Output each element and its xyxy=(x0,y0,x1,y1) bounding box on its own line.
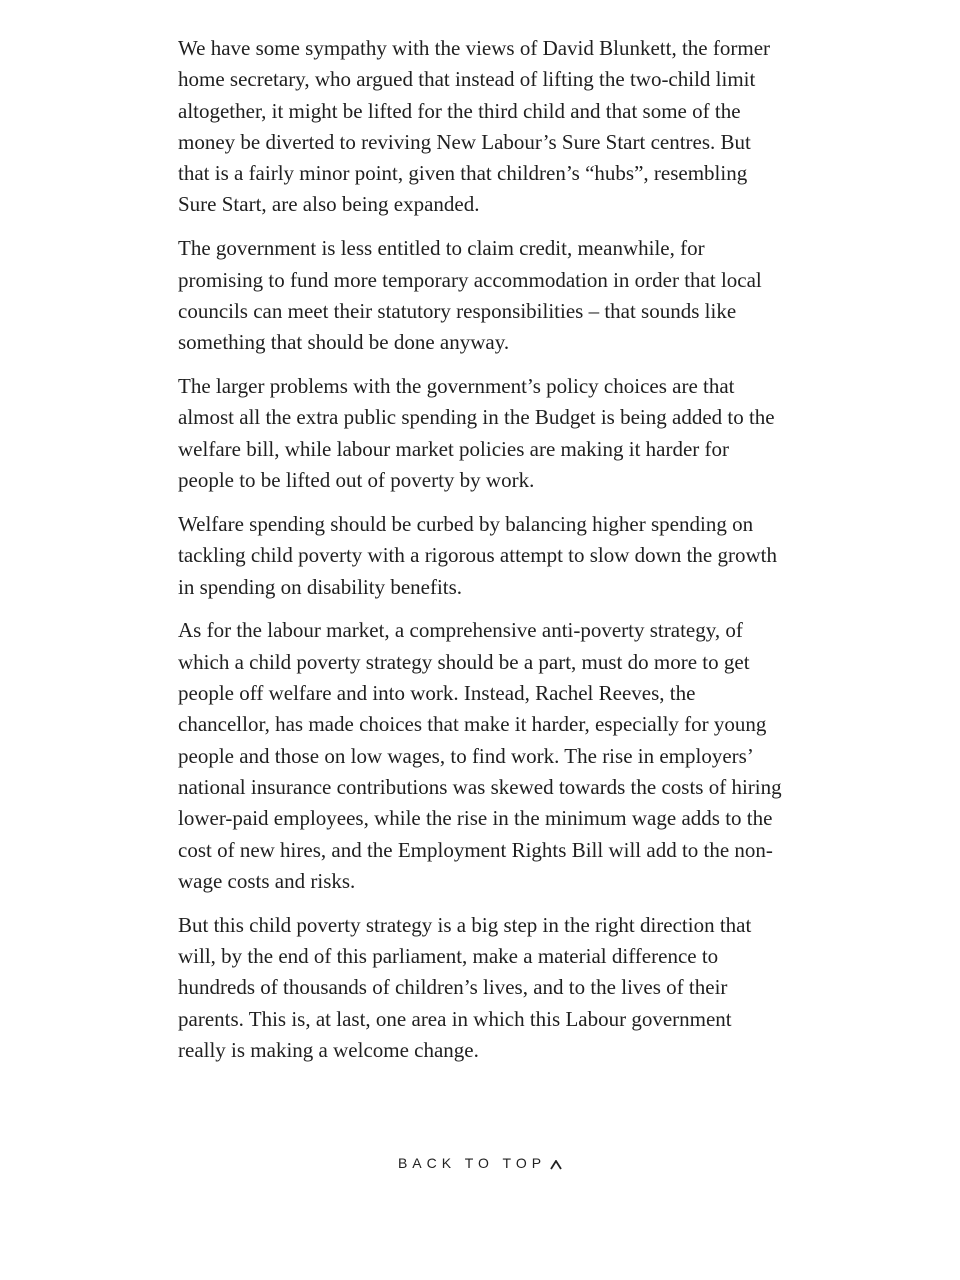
article-paragraph: We have some sympathy with the views of David Blunkett, the former home secretary, who argued that instead of lifting the two-child limit altogether, it might be lifted for the third child and that some of the money be diverted to reviving New Labour’s Sure Start centres. But that is a fairly minor point, given that children’s “hubs”, resembling Sure Start, are also being expanded. xyxy=(178,36,771,217)
article-paragraph: As for the labour market, a comprehensive anti-poverty strategy, of which a child poverty strategy should be a part, must do more to get people off welfare and into work. Instead, Rachel Reeves, the chancellor, has made choices that make it harder, especially for young people and those on low wages, to find work. The rise in employers’ national insurance contributions was skewed towards the costs of hiring lower-paid employees, while the rise in the minimum wage adds to the cost of new hires, and the Employment Rights Bill will add to the non-wage costs and risks. xyxy=(178,618,782,893)
caret-up-icon xyxy=(550,1160,562,1170)
article-paragraph: The larger problems with the government’s policy choices are that almost all the extra public spending in the Budget is being added to the welfare bill, while labour market policies are making it harder for people to be lifted out of poverty by work. xyxy=(178,374,775,493)
back-to-top-label: BACK TO TOP xyxy=(397,1155,547,1172)
article-paragraph: But this child poverty strategy is a big step in the right direction that will, by the end of this parliament, make a material difference to hundreds of thousands of children’s lives, and to the lives of their parents. This is, at last, one area in which this Labour government really is making a welcome change. xyxy=(178,912,752,1062)
back-to-top-link[interactable] xyxy=(0,1154,960,1171)
article-paragraph: The government is less entitled to claim credit, meanwhile, for promising to fund more temporary accommodation in order that local councils can meet their statutory responsibilities – that sounds like something that should be done anyway. xyxy=(178,236,762,355)
article-body xyxy=(178,33,784,1079)
article-paragraph: Welfare spending should be curbed by balancing higher spending on tackling child poverty with a rigorous attempt to slow down the growth in spending on disability benefits. xyxy=(178,511,777,599)
